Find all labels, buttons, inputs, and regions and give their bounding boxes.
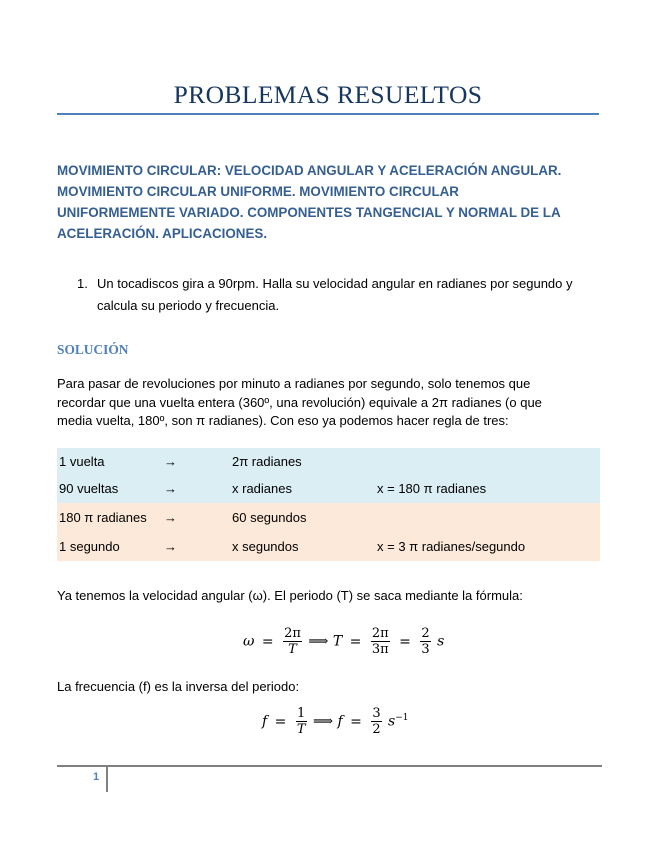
table-cell: 60 segundos [232, 503, 377, 532]
arrow-cell: → [164, 474, 232, 503]
problem-item [77, 273, 605, 317]
section-heading [57, 160, 599, 244]
fraction [283, 626, 302, 657]
implies-symbol: ⟹ [312, 713, 334, 730]
footer-divider [57, 765, 602, 767]
formula-operator: = [274, 713, 287, 730]
solution-heading: SOLUCIÓN [57, 342, 129, 357]
heading-line: MOVIMIENTO CIRCULAR: VELOCIDAD ANGULAR Y ACELERACIÓN ANGULAR. [57, 163, 562, 178]
table-cell [377, 448, 600, 474]
table-cell: x radianes [232, 474, 377, 503]
table-cell: 1 vuelta [57, 448, 164, 474]
table-cell: 180 π radianes [57, 503, 164, 532]
fraction-numerator: 2π [371, 626, 389, 641]
fraction-numerator: 2 [421, 626, 430, 641]
paragraph-line: media vuelta, 180º, son π radianes). Con eso ya podemos hacer regla de tres: [57, 413, 509, 428]
problem-number: 1. [77, 276, 88, 291]
fraction-denominator: T [288, 642, 297, 657]
frequency-intro-text: La frecuencia (f) es la inversa del periodo: [57, 679, 300, 694]
table-cell: 2π radianes [232, 448, 377, 474]
intro-paragraph [57, 375, 602, 431]
table-row [57, 503, 600, 532]
table-cell: 90 vueltas [57, 474, 164, 503]
unit-label: s [388, 713, 396, 730]
unit-exponent: −1 [395, 712, 409, 723]
conversion-table [57, 448, 600, 561]
heading-line: ACELERACIÓN. APLICACIONES. [57, 226, 268, 241]
page-number: 1 [93, 771, 100, 783]
table-cell: x = 180 π radianes [377, 474, 600, 503]
problem-line: Un tocadiscos gira a 90rpm. Halla su velocidad angular en radianes por segundo y [97, 276, 573, 291]
footer-separator [106, 765, 108, 792]
problem-statement [97, 273, 605, 317]
implies-symbol: ⟹ [308, 633, 329, 650]
frequency-formula [262, 706, 409, 737]
unit-label: s [437, 633, 445, 650]
problem-line: calcula su periodo y frecuencia. [97, 298, 280, 313]
fraction-numerator: 1 [297, 706, 306, 721]
title-divider [57, 113, 599, 115]
arrow-cell: → [164, 503, 232, 532]
table-row [57, 474, 600, 503]
table-cell: 1 segundo [57, 532, 164, 561]
fraction-numerator: 3 [372, 706, 381, 721]
formula-symbol: ω [243, 633, 255, 650]
heading-line: MOVIMIENTO CIRCULAR UNIFORME. MOVIMIENTO CIRCULAR [57, 184, 459, 199]
formula-operator: = [399, 633, 411, 650]
page-title: PROBLEMAS RESUELTOS [173, 80, 483, 109]
table-row [57, 448, 600, 474]
heading-line: UNIFORMEMENTE VARIADO. COMPONENTES TANGENCIAL Y NORMAL DE LA [57, 205, 561, 220]
fraction-denominator: 3 [421, 642, 430, 657]
fraction [420, 626, 430, 657]
formula-symbol: T [332, 633, 343, 650]
formula-symbol: f [337, 713, 343, 730]
fraction-denominator: 3π [371, 642, 389, 657]
fraction [296, 706, 307, 737]
fraction [371, 706, 381, 737]
fraction-numerator: 2π [284, 626, 301, 641]
period-formula [243, 626, 444, 657]
period-intro-text: Ya tenemos la velocidad angular (ω). El periodo (T) se saca mediante la fórmula: [57, 588, 523, 603]
paragraph-line: recordar que una vuelta entera (360º, una revolución) equivale a 2π radianes (o que [57, 394, 542, 410]
arrow-cell: → [164, 448, 232, 474]
table-cell: x segundos [232, 532, 377, 561]
fraction [371, 626, 390, 657]
fraction-denominator: 2 [372, 722, 381, 737]
formula-operator: = [350, 713, 362, 730]
formula-symbol: f [262, 713, 268, 730]
table-cell [377, 503, 600, 532]
table-cell: x = 3 π radianes/segundo [377, 532, 600, 561]
arrow-cell: → [164, 532, 232, 561]
paragraph-line: Para pasar de revoluciones por minuto a radianes por segundo, solo tenemos que [57, 376, 531, 391]
formula-operator: = [261, 633, 274, 650]
formula-operator: = [349, 633, 362, 650]
fraction-denominator: T [296, 722, 306, 737]
table-row [57, 532, 600, 561]
